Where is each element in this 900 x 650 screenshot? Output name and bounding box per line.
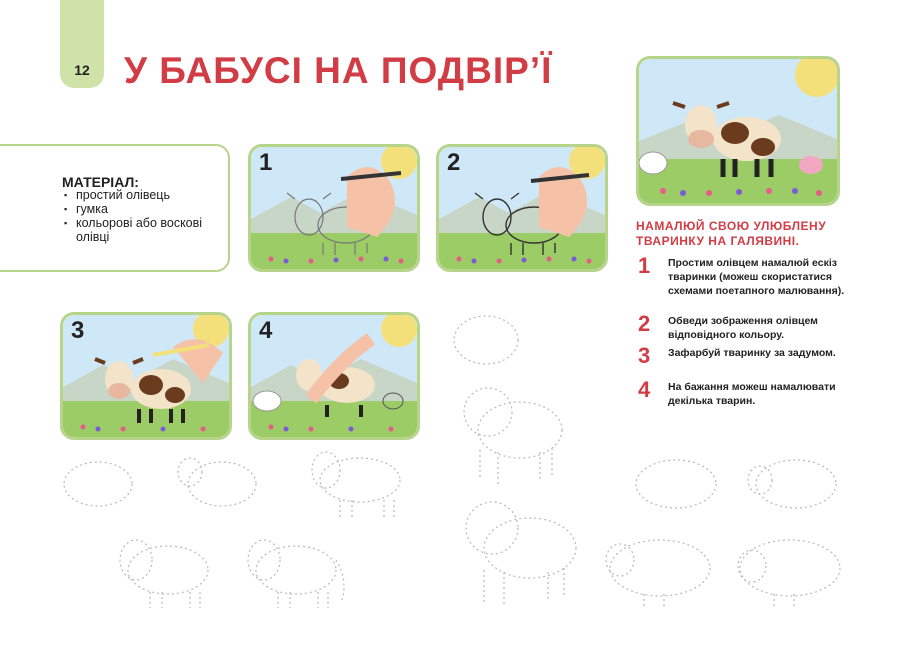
step-number: 1 <box>259 149 273 176</box>
instruction-number: 2 <box>638 311 651 336</box>
materials-item: ▪ кольорові або воскові олівці <box>64 216 224 244</box>
instruction-number: 1 <box>638 253 651 278</box>
materials-item: ▪ гумка <box>64 202 224 216</box>
instruction-text: Зафарбуй тваринку за задумом. <box>668 347 836 359</box>
sheep-scheme <box>606 460 840 608</box>
page-number: 12 <box>74 62 90 78</box>
step-number: 2 <box>447 149 461 176</box>
instruction-text: Простим олівцем намалюй ескіз тваринки (можеш скористатися схемами поетапного малювання). <box>668 257 845 297</box>
step-number: 4 <box>259 317 273 344</box>
instruction-text: Обведи зображення олівцем відповідного кольору. <box>668 315 818 341</box>
materials-item: ▪ простий олівець <box>64 188 224 202</box>
pig-scheme <box>454 316 576 606</box>
instruction-text: На бажання можеш намалювати декілька тварин. <box>668 381 836 407</box>
task-title: НАМАЛЮЙ СВОЮ УЛЮБЛЕНУ ТВАРИНКУ НА ГАЛЯВИНІ. <box>636 219 827 248</box>
instruction-number: 3 <box>638 343 651 368</box>
page-title: У БАБУСІ НА ПОДВІР’Ї <box>124 50 553 91</box>
materials-heading: МАТЕРІАЛ: <box>62 174 139 190</box>
instruction-number: 4 <box>638 377 651 402</box>
step-number: 3 <box>71 317 85 344</box>
cow-scheme <box>64 452 400 608</box>
